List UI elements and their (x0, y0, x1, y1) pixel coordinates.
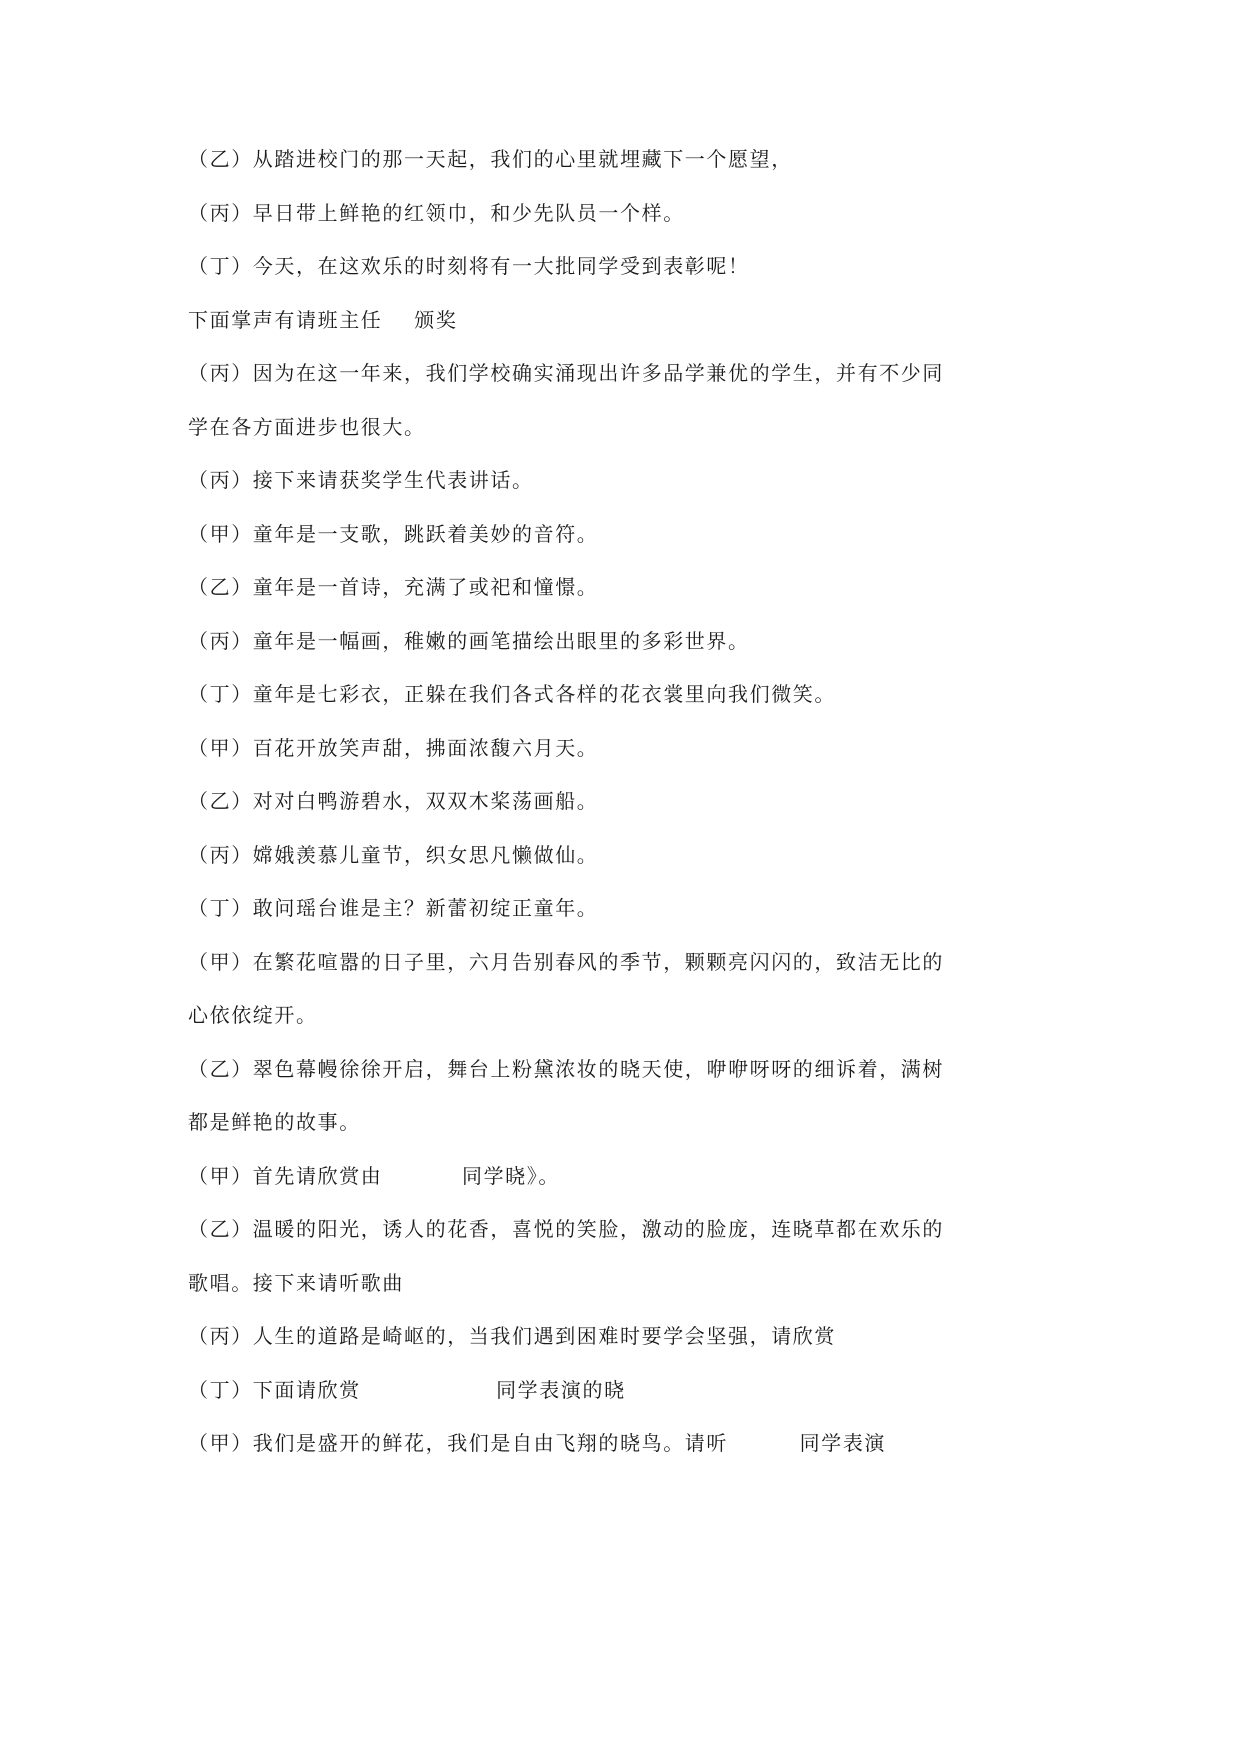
script-line: （丙）接下来请获奖学生代表讲话。 (188, 468, 534, 492)
script-line: （丙）早日带上鲜艳的红领巾，和少先队员一个样。 (188, 201, 685, 225)
script-line: （乙）童年是一首诗，充满了或祀和憧憬。 (188, 575, 599, 599)
script-line: 学在各方面进步也很大。 (188, 415, 426, 439)
script-line: 下面掌声有请班主任 颁奖 (188, 308, 458, 332)
script-line: 都是鲜艳的故事。 (188, 1110, 361, 1134)
script-line: 歌唱。接下来请听歌曲 (188, 1271, 404, 1295)
script-line: （乙）对对白鸭游碧水，双双木桨荡画船。 (188, 789, 599, 813)
script-line: （乙）从踏进校门的那一天起，我们的心里就埋藏下一个愿望， (188, 147, 793, 171)
script-line: （丁）今天，在这欢乐的时刻将有一大批同学受到表彰呢！ (188, 254, 750, 278)
script-line: （乙）翠色幕幔徐徐开启，舞台上粉黛浓妆的晓天使，咿咿呀呀的细诉着，满树 (188, 1057, 944, 1081)
script-line: （丙）嫦娥羡慕儿童节，织女思凡懒做仙。 (188, 843, 599, 867)
script-line: （丁）童年是七彩衣，正躲在我们各式各样的花衣裳里向我们微笑。 (188, 682, 836, 706)
script-line: （丁）下面请欣赏 同学表演的晓 (188, 1378, 626, 1402)
script-line: 心依依绽开。 (188, 1003, 318, 1027)
script-line: （甲）首先请欣赏由 同学晓》。 (188, 1164, 560, 1188)
script-line: （甲）百花开放笑声甜，拂面浓馥六月天。 (188, 736, 599, 760)
script-line: （甲）童年是一支歌，跳跃着美妙的音符。 (188, 522, 599, 546)
script-line: （甲）我们是盛开的鲜花，我们是自由飞翔的晓鸟。请听 同学表演 (188, 1431, 887, 1455)
script-line: （乙）温暖的阳光，诱人的花香，喜悦的笑脸，激动的脸庞，连晓草都在欢乐的 (188, 1217, 944, 1241)
script-line: （丙）童年是一幅画，稚嫩的画笔描绘出眼里的多彩世界。 (188, 629, 750, 653)
script-line: （丙）人生的道路是崎岖的，当我们遇到困难时要学会坚强，请欣赏 (188, 1324, 836, 1348)
script-line: （丁）敢问瑶台谁是主？新蕾初绽正童年。 (188, 896, 599, 920)
script-line: （丙）因为在这一年来，我们学校确实涌现出许多品学兼优的学生，并有不少同 (188, 361, 944, 385)
script-line: （甲）在繁花喧嚣的日子里，六月告别春风的季节，颗颗亮闪闪的，致洁无比的 (188, 950, 944, 974)
